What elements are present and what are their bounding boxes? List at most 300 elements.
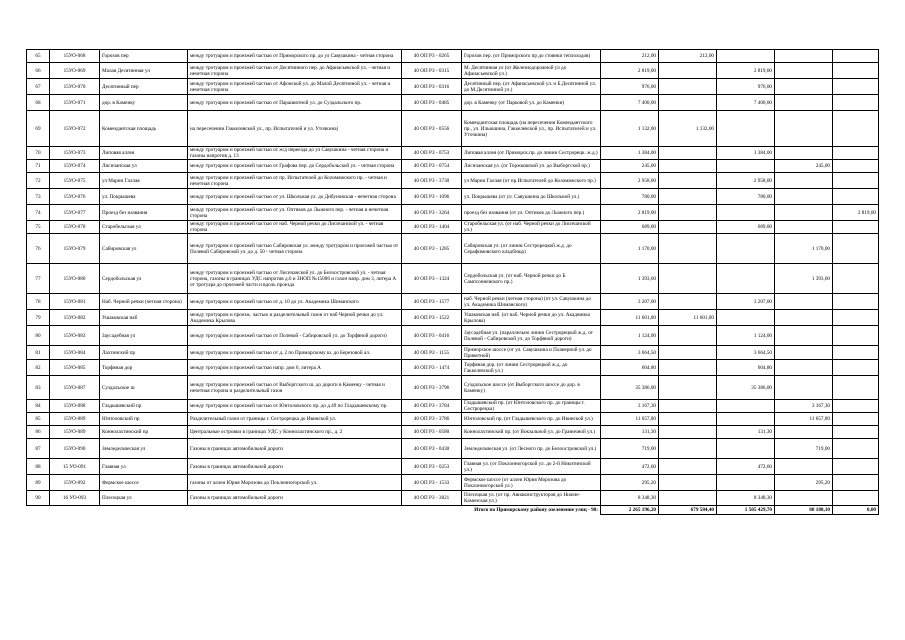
column-2-value: 131,30 [717, 426, 775, 439]
column-1-value [659, 360, 717, 376]
column-3-value: 295,20 [775, 475, 833, 491]
row-number: 75 [27, 221, 50, 234]
road-address: Старобельская ул. (от наб. Черной речки до Лисичанской ул.) [462, 221, 601, 234]
row-number: 80 [27, 326, 50, 346]
row-code: 15УО-083 [50, 326, 100, 346]
road-registry-id: 40 ОП РЗ - 1474 [402, 360, 462, 376]
row-number: 65 [27, 50, 50, 63]
row-code: 15УО-074 [50, 160, 100, 173]
area-description: между тротуаром и проезжей частью от ж/д переезда до ул Савушкина - четная сторона и газоны напротив д. 13 [188, 147, 402, 160]
total-label: Итого по Приморскому району озеленение улиц - 90: [27, 506, 601, 515]
road-address: Земледельческая ул. (от Лесного пр. до Белоостровской ул.) [462, 439, 601, 459]
area-description: газоны от аллеи Юрия Морозова до Поклонногорской ул. [188, 475, 402, 491]
road-registry-id: 40 ОП РЗ - 1324 [402, 264, 462, 294]
area-description: Газоны в границах автомобильной дороги [188, 439, 402, 459]
row-code: 15УО-070 [50, 79, 100, 95]
column-4-value [833, 426, 879, 439]
road-registry-id: 40 ОП РЗ - 0580 [402, 426, 462, 439]
column-2-value [717, 310, 775, 326]
road-registry-id: 40 ОП РЗ - 0753 [402, 147, 462, 160]
road-registry-id: 40 ОП РЗ - 3730 [402, 173, 462, 189]
road-registry-id: 40 ОП РЗ - 1577 [402, 294, 462, 310]
road-registry-id: 40 ОП РЗ - 3796 [402, 376, 462, 400]
column-4-value [833, 346, 879, 360]
table-row [27, 79, 879, 95]
row-number: 84 [27, 400, 50, 413]
street-name: Сабировская ул [100, 234, 188, 264]
row-code: 15 УО-091 [50, 459, 100, 475]
column-2-value: 604,80 [717, 360, 775, 376]
column-3-value: 11 657,00 [775, 413, 833, 426]
table-row [27, 221, 879, 234]
row-number: 88 [27, 459, 50, 475]
table-row [27, 376, 879, 400]
area-description: между тротуаром и проезжей частью от д. 2 по Приморскому ш. до Березовой ал. [188, 346, 402, 360]
road-registry-id: 40 ОП РЗ - 0485 [402, 95, 462, 111]
column-4-value [833, 326, 879, 346]
street-name: Сердобольская ул [100, 264, 188, 294]
road-address: Липовая аллея (от Приморск.пр. до линии Сестрорецк. ж.д.) [462, 147, 601, 160]
total-area: 8 348,30 [601, 491, 659, 506]
road-registry-id: 40 ОП РЗ - 0253 [402, 459, 462, 475]
area-description: между тротуаром и проезжей частью от Выборгского ш. до дороги в Каменку - четная и нечетная сторона и разделительный газон [188, 376, 402, 400]
total-area: 780,00 [601, 189, 659, 205]
street-name: Заусадебная ул [100, 326, 188, 346]
row-code: 15УО-076 [50, 189, 100, 205]
road-registry-id: 40 ОП РЗ - 0556 [402, 111, 462, 147]
area-description: между тротуаром и проезжей частью от Афонской ул. до Малой Десятинной ул. - четная и нечетная сторона [188, 79, 402, 95]
table-row [27, 491, 879, 506]
road-registry-id: 40 ОП РЗ - 0430 [402, 439, 462, 459]
street-name: Торфяная дор [100, 360, 188, 376]
row-number: 71 [27, 160, 50, 173]
column-1-value [659, 264, 717, 294]
table-row [27, 459, 879, 475]
row-number: 66 [27, 63, 50, 79]
total-area: 131,30 [601, 426, 659, 439]
table-row [27, 310, 879, 326]
row-number: 83 [27, 376, 50, 400]
total-area: 3 207,00 [601, 294, 659, 310]
row-code: 16 УО-093 [50, 491, 100, 506]
table-row [27, 189, 879, 205]
column-4-value [833, 63, 879, 79]
road-address: ул. Покрышева (от ул. Савушкина до Школьной ул.) [462, 189, 601, 205]
column-3-value [775, 221, 833, 234]
column-1-value [659, 173, 717, 189]
total-column-1: 679 584,40 [659, 506, 717, 515]
row-code: 15УО-071 [50, 95, 100, 111]
row-code: 15УО-069 [50, 63, 100, 79]
column-4-value [833, 221, 879, 234]
area-description: Газоны в границах автомобильной дороги [188, 459, 402, 475]
column-2-value [717, 205, 775, 221]
row-code: 15УО-087 [50, 376, 100, 400]
road-address: Торфяная дор. (от линии Сестрорецкой ж.д. до Гаккелевской ул.) [462, 360, 601, 376]
row-code: 15УО-088 [50, 400, 100, 413]
column-1-value [659, 160, 717, 173]
column-4-value [833, 376, 879, 400]
street-name: Суздальское ш [100, 376, 188, 400]
column-3-value [775, 147, 833, 160]
row-number: 73 [27, 189, 50, 205]
road-address: Приморское шоссе (от ул. Савушкина и Планерной ул. до Приветной) [462, 346, 601, 360]
streets-table [26, 49, 879, 515]
total-column-2: 1 505 429,70 [717, 506, 775, 515]
street-name: Горохов пер [100, 50, 188, 63]
row-number: 72 [27, 173, 50, 189]
column-3-value [775, 346, 833, 360]
column-1-value [659, 459, 717, 475]
column-4-value [833, 111, 879, 147]
street-name: Главная ул [100, 459, 188, 475]
total-area: 1 132,00 [601, 111, 659, 147]
row-number: 69 [27, 111, 50, 147]
area-description: между тротуаром и проезжей частью от Юнтоловского пр. до д.49 по Гладышевскому пр. [188, 400, 402, 413]
row-code: 15УО-068 [50, 50, 100, 63]
column-3-value [775, 189, 833, 205]
row-code: 15УО-085 [50, 360, 100, 376]
document-sheet [26, 49, 878, 515]
table-row [27, 111, 879, 147]
row-number: 86 [27, 426, 50, 439]
total-area: 3 664,50 [601, 346, 659, 360]
road-address: Лисичанская ул. (от Торжковской ул. до Выборгской пр.) [462, 160, 601, 173]
column-2-value: 1 384,00 [717, 147, 775, 160]
column-4-value [833, 189, 879, 205]
road-registry-id: 40 ОП РЗ - 1404 [402, 221, 462, 234]
street-name: Земледельческая ул [100, 439, 188, 459]
column-3-value [775, 50, 833, 63]
row-number: 78 [27, 294, 50, 310]
road-address: ул Марии Галлая (от пр.Испытателей до Коломяжского пр.) [462, 173, 601, 189]
column-2-value [717, 264, 775, 294]
road-registry-id: 40 ОП РЗ - 0265 [402, 50, 462, 63]
row-number: 85 [27, 413, 50, 426]
area-description: между тротуаром и проезжей частью от Графова пер. до Сердобольской ул. - четная сторона [188, 160, 402, 173]
column-2-value: 780,00 [717, 189, 775, 205]
column-1-value [659, 205, 717, 221]
column-1-value [659, 413, 717, 426]
table-row [27, 50, 879, 63]
street-name: Гладышевский пр [100, 400, 188, 413]
column-1-value [659, 426, 717, 439]
column-1-value [659, 326, 717, 346]
column-2-value [717, 160, 775, 173]
column-1-value [659, 294, 717, 310]
column-2-value: 472,60 [717, 459, 775, 475]
column-2-value: 976,00 [717, 79, 775, 95]
row-number: 74 [27, 205, 50, 221]
road-registry-id: 40 ОП РЗ - 1155 [402, 346, 462, 360]
total-area: 2 819,00 [601, 63, 659, 79]
row-number: 76 [27, 234, 50, 264]
total-area: 11 601,00 [601, 310, 659, 326]
total-area: 472,60 [601, 459, 659, 475]
street-name: Плесецкая ул [100, 491, 188, 506]
area-description: между тротуаром и проезжей частью от Приморского пр. до ул Савушкина - четная сторона [188, 50, 402, 63]
total-column-3: 80 180,10 [775, 506, 833, 515]
row-code: 15УО-092 [50, 475, 100, 491]
road-registry-id: 40 ОП РЗ - 1285 [402, 234, 462, 264]
table-row [27, 294, 879, 310]
road-registry-id: 40 ОП РЗ - 1533 [402, 475, 462, 491]
column-2-value [717, 111, 775, 147]
row-number: 82 [27, 360, 50, 376]
column-1-value [659, 63, 717, 79]
row-code: 15УО-080 [50, 264, 100, 294]
area-description: Газоны в границах автомобильной дороги [188, 491, 402, 506]
total-area: 976,00 [601, 79, 659, 95]
street-name: Юнтоловский пр [100, 413, 188, 426]
row-number: 77 [27, 264, 50, 294]
column-1-value [659, 400, 717, 413]
road-registry-id: 40 ОП РЗ - 3821 [402, 491, 462, 506]
total-area: 11 657,00 [601, 413, 659, 426]
column-3-value [775, 360, 833, 376]
table-row [27, 63, 879, 79]
column-3-value [775, 173, 833, 189]
total-area: 1 124,00 [601, 326, 659, 346]
total-area: 35 386,00 [601, 376, 659, 400]
total-area: 3 167,30 [601, 400, 659, 413]
street-name: Ушаковская наб [100, 310, 188, 326]
column-2-value: 1 124,00 [717, 326, 775, 346]
street-name: Малая Десятинная ул [100, 63, 188, 79]
row-code: 15УО-075 [50, 173, 100, 189]
column-1-value [659, 346, 717, 360]
total-area: 689,00 [601, 221, 659, 234]
street-name: Комендантская площадь [100, 111, 188, 147]
road-registry-id: 40 ОП РЗ - 3784 [402, 400, 462, 413]
column-1-value [659, 439, 717, 459]
area-description: между тротуаром и проезжей частью от ул. Школьная ул. до Дибуновская - нечетная сторона [188, 189, 402, 205]
street-name: Липовая аллея [100, 147, 188, 160]
table-row [27, 439, 879, 459]
column-2-value: 689,00 [717, 221, 775, 234]
column-1-value [659, 376, 717, 400]
road-registry-id: 40 ОП РЗ - 0754 [402, 160, 462, 173]
row-code: 15УО-082 [50, 310, 100, 326]
total-area: 2 819,00 [601, 205, 659, 221]
road-address: Юнтоловский пр. (от Гладышевского пр. до Ивинской ул.) [462, 413, 601, 426]
table-row [27, 413, 879, 426]
column-2-value: 2 958,00 [717, 173, 775, 189]
road-address: наб. Черной речки (четная сторона) (от ул. Савушкина до ул. Академика Шиманского) [462, 294, 601, 310]
road-address: Горохов пер. (от Приморского пр до стоянки теплоходов) [462, 50, 601, 63]
table-row [27, 95, 879, 111]
column-4-value [833, 79, 879, 95]
street-name: ул Марии Галлая [100, 173, 188, 189]
column-2-value [717, 234, 775, 264]
column-4-value [833, 459, 879, 475]
column-4-value [833, 147, 879, 160]
area-description: между тротуаром и проезжей частью от д. 10 до ул. Академика Шиманского [188, 294, 402, 310]
table-row [27, 147, 879, 160]
column-3-value [775, 63, 833, 79]
area-description: между тротуаром и проезжей частью Сабировская ул. между тротуаром и проезжей частью от Полевой Сабировской ул. до д. 50 - четная сторона [188, 234, 402, 264]
area-description: между тротуаром и проезжей частью от Полевой - Сабировской ул. до Торфяной дороги) [188, 326, 402, 346]
street-name: Старобельская ул [100, 221, 188, 234]
road-address: Коннолахтинский пр. (от Вокзальной ул. до Граничной ул.) [462, 426, 601, 439]
column-1-value [659, 79, 717, 95]
street-name: ул. Покрышева [100, 189, 188, 205]
total-area: 295,20 [601, 475, 659, 491]
street-name: дор. в Каменку [100, 95, 188, 111]
area-description: между тротуаром и проезжей частью от Парашютной ул. до Суздальского пр. [188, 95, 402, 111]
row-number: 70 [27, 147, 50, 160]
area-description: между тротуаром и проезж. частью и разделительный газон от наб Черной речки до ул. Академика Крылова [188, 310, 402, 326]
road-address: Плесецкая ул. (от пр. Авиаконструкторов до Нижне-Каменская ул.) [462, 491, 601, 506]
column-3-value [775, 205, 833, 221]
column-1-value [659, 221, 717, 234]
column-2-value: 8 348,30 [717, 491, 775, 506]
table-row [27, 346, 879, 360]
row-code: 15УО-089 [50, 426, 100, 439]
road-registry-id: 40 ОП РЗ - 0316 [402, 79, 462, 95]
column-3-value: 1 170,00 [775, 234, 833, 264]
total-column-4: 0,00 [833, 506, 879, 515]
area-description: на пересечении Гаккелевской ул., пр. Испытателей и ул. Уточкина) [188, 111, 402, 147]
column-4-value [833, 475, 879, 491]
street-name: Десятинный пер [100, 79, 188, 95]
column-4-value [833, 173, 879, 189]
total-area: 212,00 [601, 50, 659, 63]
total-area: 1 170,00 [601, 234, 659, 264]
area-description: Разделительный газон от границы г. Сестрорецка до Ивинской ул. [188, 413, 402, 426]
column-3-value [775, 79, 833, 95]
column-4-value [833, 413, 879, 426]
column-4-value [833, 360, 879, 376]
column-2-value: 2 819,00 [717, 63, 775, 79]
column-1-value [659, 147, 717, 160]
column-1-value: 212,00 [659, 50, 717, 63]
column-1-value: 1 132,00 [659, 111, 717, 147]
street-name: Коннолахтинский пр [100, 426, 188, 439]
area-description: между тротуаром и проезжей частью от Лисичанской ул. до Белоостровской ул. - четная сторона, газоны в границах УДС напротив д.6 и ЗНОП №15006 и газон напр. дом 3, литера А от тротуара до проезжей части и вдоль проезда [188, 264, 402, 294]
road-address: Гладышевский пр. (от Юнтоловского пр. до границы г. Сестрорецка) [462, 400, 601, 413]
row-code: 15УО-072 [50, 111, 100, 147]
column-4-value [833, 264, 879, 294]
column-4-value [833, 400, 879, 413]
row-number: 90 [27, 491, 50, 506]
table-row [27, 160, 879, 173]
column-2-value [717, 475, 775, 491]
column-3-value: 1 393,60 [775, 264, 833, 294]
total-area: 7 400,00 [601, 95, 659, 111]
area-description: между тротуаром и проезжей частью от наб. Черной речки до Лисичанской ул. - четная сторона [188, 221, 402, 234]
street-name: Фермское шоссе [100, 475, 188, 491]
row-number: 68 [27, 95, 50, 111]
road-registry-id: 40 ОП РЗ - 1096 [402, 189, 462, 205]
column-3-value [775, 310, 833, 326]
road-registry-id: 40 ОП РЗ - 3786 [402, 413, 462, 426]
road-address: проезд без названия (от ул. Оптиков до Лыжного пер.) [462, 205, 601, 221]
column-4-value [833, 310, 879, 326]
column-3-value [775, 294, 833, 310]
road-address: Заусадебная ул. (параллельно линии Сестрорецкой ж.д. от Полевой - Сабировской ул. до Торфяной дороги) [462, 326, 601, 346]
street-name: Проезд без названия [100, 205, 188, 221]
row-code: 15УО-089 [50, 413, 100, 426]
row-code: 15УО-078 [50, 221, 100, 234]
area-description: между тротуаром и проезжей частью от пр. Испытателей до Коломяжского пр. - четная и нечетная сторона [188, 173, 402, 189]
table-row [27, 360, 879, 376]
area-description: между тротуаром и проезжей частью от ул. Оптиков до Лыжного пер. - четная и нечетная сторона [188, 205, 402, 221]
column-4-value [833, 234, 879, 264]
column-3-value [775, 95, 833, 111]
table-row [27, 264, 879, 294]
column-2-value [717, 413, 775, 426]
total-area: 2 958,00 [601, 173, 659, 189]
row-number: 79 [27, 310, 50, 326]
column-3-value [775, 326, 833, 346]
total-sum: 2 265 196,20 [601, 506, 659, 515]
column-1-value [659, 491, 717, 506]
column-4-value: 2 819,00 [833, 205, 879, 221]
column-4-value [833, 491, 879, 506]
road-address: Главная ул. (от Поклонногорской ул. до 2-й Никитинской ул.) [462, 459, 601, 475]
row-code: 15УО-090 [50, 439, 100, 459]
road-address: Комендантская площадь (на пересечении Комендантского пр., ул. Ильюшина, Гаккелевской ул., пр. Испытателей и ул. Уточкина) [462, 111, 601, 147]
road-registry-id: 40 ОП РЗ - 0416 [402, 326, 462, 346]
road-address: дор. в Каменку (от Парковой ул. до Каменки) [462, 95, 601, 111]
total-area: 1 384,00 [601, 147, 659, 160]
table-row [27, 234, 879, 264]
column-4-value [833, 294, 879, 310]
road-address: Ушаковская наб. (от наб. Черной речки до ул. Академика Крылова) [462, 310, 601, 326]
row-number: 81 [27, 346, 50, 360]
column-2-value [717, 400, 775, 413]
column-4-value [833, 50, 879, 63]
column-4-value [833, 160, 879, 173]
road-address: Сердобольская ул. (от наб. Черной речки до Б. Сампсониевского пр.) [462, 264, 601, 294]
row-code: 15УО-084 [50, 346, 100, 360]
total-row [27, 506, 879, 515]
road-registry-id: 40 ОП РЗ - 0315 [402, 63, 462, 79]
column-3-value [775, 111, 833, 147]
table-row [27, 426, 879, 439]
road-address: Суздальское шоссе (от Выборгского шоссе до дор. в Каменку) [462, 376, 601, 400]
table-row [27, 400, 879, 413]
street-name: Лисичанская ул [100, 160, 188, 173]
street-name: Лахтинский пр [100, 346, 188, 360]
row-code: 15УО-077 [50, 205, 100, 221]
road-address: М. Десятинная ул (от Железнодорожной ул до Афанасьевской ул.) [462, 63, 601, 79]
row-number: 67 [27, 79, 50, 95]
table-row [27, 173, 879, 189]
column-3-value: 245,00 [775, 160, 833, 173]
row-code: 15УО-079 [50, 234, 100, 264]
column-2-value [717, 439, 775, 459]
total-area: 719,00 [601, 439, 659, 459]
area-description: Центральные островки в границах УДС у Коннолахтинского пр., д. 2 [188, 426, 402, 439]
column-3-value: 719,00 [775, 439, 833, 459]
road-registry-id: 40 ОП РЗ - 1522 [402, 310, 462, 326]
column-3-value [775, 459, 833, 475]
column-1-value: 11 601,00 [659, 310, 717, 326]
column-2-value [717, 50, 775, 63]
table-row [27, 475, 879, 491]
column-2-value: 3 664,50 [717, 346, 775, 360]
column-1-value [659, 475, 717, 491]
row-number: 87 [27, 439, 50, 459]
column-1-value [659, 95, 717, 111]
road-address: Фермское шоссе (от аллеи Юрия Морозова до Поклонногорской ул.) [462, 475, 601, 491]
table-body [27, 50, 879, 515]
column-1-value [659, 234, 717, 264]
column-3-value [775, 376, 833, 400]
total-area: 1 393,60 [601, 264, 659, 294]
